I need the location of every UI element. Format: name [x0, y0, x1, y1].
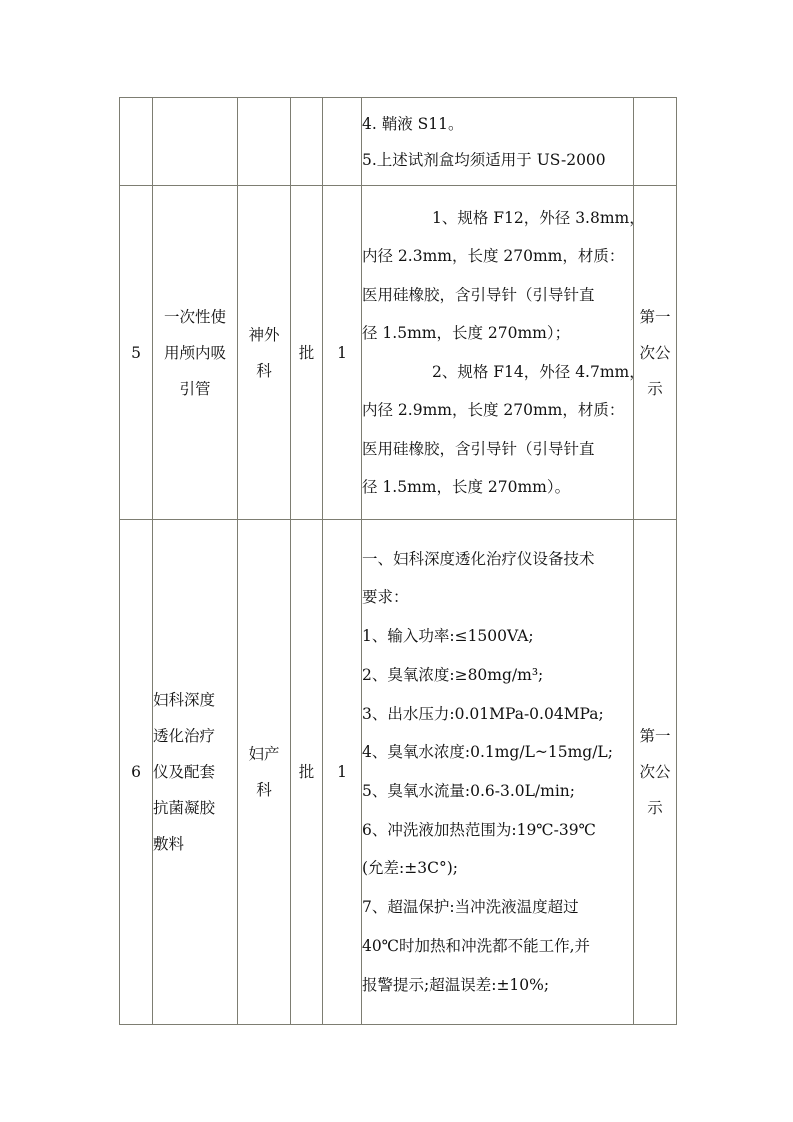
spec-line: 5、臭氧水流量:0.6-3.0L/min; [362, 782, 575, 800]
spec-cell [362, 98, 634, 186]
dept-cell [238, 520, 291, 1025]
name-line: 引管 [179, 379, 211, 398]
spec-line: 要求： [362, 588, 409, 607]
spec-line: 径 1.5mm，长度 270mm）； [362, 324, 571, 342]
spec-line: 内径 2.3mm，长度 270mm，材质： [362, 247, 625, 265]
qty-cell: 1 [323, 520, 362, 1025]
note-line: 第一 [639, 307, 671, 326]
note-line: 示 [647, 799, 663, 817]
unit-cell [291, 98, 323, 186]
name-line: 妇科深度 [153, 691, 216, 709]
name-line: 用颅内吸 [163, 343, 226, 362]
note-line: 次公 [639, 763, 671, 781]
dept-line: 科 [256, 361, 272, 380]
spec-line: 3、出水压力:0.01MPa-0.04MPa; [362, 704, 604, 723]
table-row [120, 186, 677, 520]
name-cell [153, 186, 238, 520]
spec-line: 内径 2.9mm，长度 270mm，材质： [362, 401, 625, 419]
spec-line: 径 1.5mm，长度 270mm）。 [362, 478, 571, 496]
dept-line: 神外 [248, 325, 280, 344]
spec-line: 7、超温保护:当冲洗液温度超过 [362, 898, 579, 917]
spec-line: 5.上述试剂盒均须适用于 US-2000 [362, 150, 606, 169]
index-cell [120, 98, 153, 186]
note-line: 次公 [639, 343, 671, 362]
dept-cell [238, 186, 291, 520]
note-line: 第一 [639, 727, 671, 745]
spec-line: 医用硅橡胶，含引导针（引导针直 [362, 285, 595, 304]
unit-cell: 批 [291, 520, 323, 1025]
name-line: 仪及配套 [153, 763, 216, 781]
spec-line: (允差:±3C°); [362, 859, 458, 878]
spec-line: 1、输入功率:≤1500VA; [362, 627, 534, 646]
index-cell: 5 [120, 186, 153, 520]
spec-line: 6、冲洗液加热范围为:19℃-39℃ [362, 820, 596, 839]
spec-line: 1、规格 F12，外径 3.8mm， [432, 208, 645, 227]
qty-cell: 1 [323, 186, 362, 520]
name-cell [153, 98, 238, 186]
dept-line: 妇产 [248, 745, 280, 763]
index-cell: 6 [120, 520, 153, 1025]
spec-line: 4. 鞘液 S11。 [362, 114, 464, 133]
note-cell [634, 98, 677, 186]
note-line: 示 [647, 379, 663, 398]
spec-cell [362, 520, 634, 1025]
dept-cell [238, 98, 291, 186]
table-row [120, 520, 677, 1025]
spec-line: 医用硅橡胶，含引导针（引导针直 [362, 439, 595, 458]
spec-line: 2、规格 F14，外径 4.7mm， [432, 362, 645, 381]
spec-line: 报警提示;超温误差:±10%; [362, 975, 550, 994]
spec-line: 2、臭氧浓度:≥80mg/m³; [362, 665, 544, 684]
qty-cell [323, 98, 362, 186]
name-line: 一次性使 [163, 307, 226, 326]
name-line: 敷料 [153, 835, 185, 853]
unit-cell: 批 [291, 186, 323, 520]
name-line: 透化治疗 [153, 727, 216, 745]
dept-line: 科 [256, 781, 272, 799]
spec-line: 一、妇科深度透化治疗仪设备技术 [362, 549, 595, 568]
name-cell [153, 520, 238, 1025]
table-row-continuation [120, 98, 677, 186]
name-line: 抗菌凝胶 [153, 799, 216, 817]
spec-line: 40℃时加热和冲洗都不能工作,并 [362, 936, 590, 955]
spec-line: 4、臭氧水浓度:0.1mg/L~15mg/L; [362, 743, 613, 762]
procurement-spec-table [119, 97, 677, 1025]
note-cell [634, 520, 677, 1025]
spec-cell [362, 186, 645, 520]
